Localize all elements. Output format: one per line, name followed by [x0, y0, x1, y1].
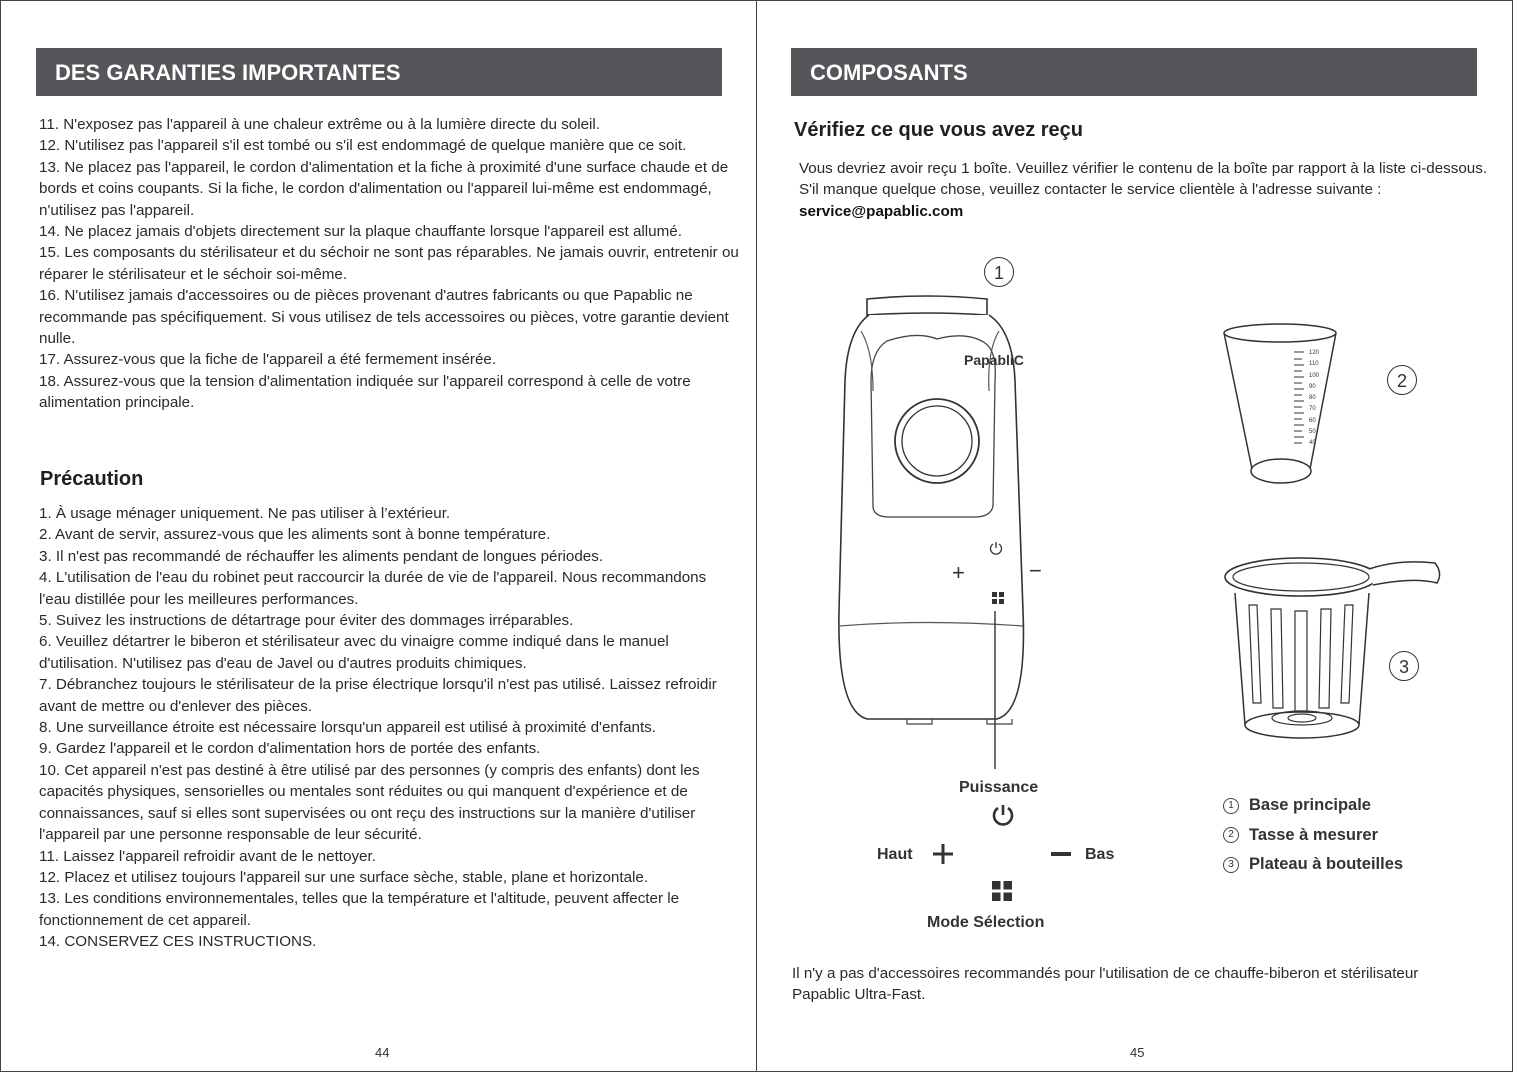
- legend-row: [1223, 850, 1403, 880]
- cup-scale-mark: 110: [1309, 361, 1319, 368]
- precaution-item: 8. Une surveillance étroite est nécessaire lorsqu'un appareil est utilisé à proximité d'enfants.: [39, 719, 656, 737]
- legend-number: 2: [1223, 827, 1239, 843]
- legend-row: [1223, 821, 1403, 851]
- down-label: Bas: [1085, 846, 1115, 863]
- safeguard-item: 13. Ne placez pas l'appareil, le cordon d'alimentation et la fiche à proximité d'une surface chaude et de bords et coins coupants. Si la fiche, le cordon d'alimentation ou l'appareil lui-même est endommagé, n'utilisez pas l'appareil.: [39, 158, 729, 219]
- support-email: service@papablic.com: [799, 202, 964, 220]
- intro-paragraph: [799, 158, 1489, 222]
- precaution-item: 11. Laissez l'appareil refroidir avant de le nettoyer.: [39, 847, 376, 865]
- cup-scale-mark: 80: [1309, 395, 1316, 402]
- legend-label: Tasse à mesurer: [1249, 825, 1379, 844]
- safeguard-item: 16. N'utilisez jamais d'accessoires ou de pièces provenant d'autres fabricants ou que Papablic ne recommande pas spécifiquement. Si vous utilisez de tels accessoires ou pièces, votre garantie devient nulle.: [39, 287, 729, 348]
- safeguard-item: 14. Ne placez jamais d'objets directement sur la plaque chauffante lorsque l'appareil est allumé.: [39, 223, 682, 241]
- up-label: Haut: [877, 846, 913, 863]
- cup-scale-mark: 50: [1309, 429, 1316, 436]
- measuring-cup-illustration: [1222, 319, 1342, 509]
- section-banner-safeguards: DES GARANTIES IMPORTANTES: [36, 48, 722, 96]
- cup-scale-mark: 60: [1309, 417, 1316, 424]
- safeguard-item: 18. Assurez-vous que la tension d'alimentation indiquée sur l'appareil correspond à celle de votre alimentation principale.: [39, 372, 691, 412]
- power-label: Puissance: [959, 779, 1039, 796]
- precaution-item: 9. Gardez l'appareil et le cordon d'alimentation hors de portée des enfants.: [39, 740, 541, 758]
- cup-scale-mark: 120: [1309, 350, 1320, 356]
- brand-logo: PapabliC: [964, 352, 1024, 368]
- precautions-list: [39, 503, 739, 953]
- power-icon: [989, 541, 1003, 555]
- precaution-item: 5. Suivez les instructions de détartrage pour éviter des dommages irréparables.: [39, 612, 574, 630]
- precaution-item: 14. CONSERVEZ CES INSTRUCTIONS.: [39, 933, 317, 951]
- precaution-title: Précaution: [40, 468, 144, 490]
- safeguard-item: 15. Les composants du stérilisateur et du séchoir ne sont pas réparables. Ne jamais ouvrir, entretenir ou réparer le stérilisateur et le séchoir soi-même.: [39, 244, 739, 283]
- cup-scale-mark: 40: [1309, 440, 1316, 447]
- parts-legend: [1223, 791, 1403, 880]
- minus-icon: −: [1029, 558, 1042, 583]
- cup-scale-mark: 70: [1309, 406, 1316, 413]
- precaution-item: 3. Il n'est pas recommandé de réchauffer les aliments pendant de longues périodes.: [39, 547, 604, 565]
- cup-scale-mark: 90: [1309, 383, 1316, 390]
- callout-3: 3: [1389, 651, 1419, 681]
- cup-scale: [1309, 348, 1319, 450]
- page-number: 45: [1130, 1045, 1145, 1060]
- legend-row: [1223, 791, 1403, 821]
- callout-1: 1: [984, 257, 1014, 287]
- section-banner-components: COMPOSANTS: [791, 48, 1477, 96]
- callout-2: 2: [1387, 365, 1417, 395]
- legend-label: Base principale: [1249, 796, 1371, 815]
- minus-icon: [1051, 851, 1071, 857]
- checklist-subtitle: Vérifiez ce que vous avez reçu: [794, 119, 1084, 141]
- legend-label: Plateau à bouteilles: [1249, 855, 1404, 874]
- safeguard-item: 17. Assurez-vous que la fiche de l'appareil a été fermement insérée.: [39, 351, 497, 369]
- legend-number: 1: [1223, 798, 1239, 814]
- mode-grid-icon: [992, 592, 1004, 604]
- precaution-item: 13. Les conditions environnementales, telles que la température et l'altitude, peuvent affecter le fonctionnement de cet appareil.: [39, 890, 680, 929]
- mode-label: Mode Sélection: [927, 914, 1045, 931]
- power-icon: [991, 803, 1015, 827]
- safeguard-item: 12. N'utilisez pas l'appareil s'il est tombé ou s'il est endommagé de quelque manière que ce soit.: [39, 137, 687, 155]
- precaution-item: 7. Débranchez toujours le stérilisateur de la prise électrique lorsqu'il n'est pas utilisé. Laissez refroidir avant de mettre ou d'enlever des pièces.: [39, 676, 717, 715]
- mode-grid-icon: [992, 881, 1012, 901]
- precaution-item: 4. L'utilisation de l'eau du robinet peut raccourcir la durée de vie de l'appareil. Nous recommandons l'eau distillée pour les meilleures performances.: [39, 569, 707, 608]
- safeguards-list: [39, 114, 739, 414]
- precaution-item: 10. Cet appareil n'est pas destiné à être utilisé par des personnes (y compris des enfants) dont les capacités physiques, sensorielles ou mentales sont réduites ou qui manquent d'expérience et de connaissances, sauf si elles sont supervisées ou ont reçu des instructions sur la manière d'utiliser l'appareil par une personne responsable de leur sécurité.: [39, 761, 700, 844]
- precaution-item: 12. Placez et utilisez toujours l'appareil sur une surface sèche, stable, plane et horizontale.: [39, 868, 649, 886]
- plus-icon: +: [952, 560, 965, 585]
- precaution-item: 6. Veuillez détartrer le biberon et stérilisateur avec du vinaigre comme indiqué dans le manuel d'utilisation. N'utilisez pas d'eau de Javel ou d'autres produits chimiques.: [39, 633, 669, 672]
- precaution-item: 2. Avant de servir, assurez-vous que les aliments sont à bonne température.: [39, 526, 551, 544]
- plus-icon: [933, 844, 953, 864]
- legend-number: 3: [1223, 857, 1239, 873]
- footer-note: Il n'y a pas d'accessoires recommandés pour l'utilisation de ce chauffe-biberon et stérilisateur Papablic Ultra-Fast.: [792, 965, 1419, 1004]
- cup-scale-mark: 100: [1309, 372, 1320, 379]
- intro-text: Vous devriez avoir reçu 1 boîte. Veuillez vérifier le contenu de la boîte par rapport à la liste ci-dessous. S'il manque quelque chose, veuillez contacter le service clientèle à l'adresse suivante :: [799, 160, 1488, 199]
- bottle-tray-illustration: [1223, 553, 1445, 743]
- page-number: 44: [375, 1045, 390, 1060]
- precaution-item: 1. À usage ménager uniquement. Ne pas utiliser à l’extérieur.: [39, 505, 451, 522]
- page-45: [756, 0, 1513, 1072]
- safeguard-item: 11. N'exposez pas l'appareil à une chaleur extrême ou à la lumière directe du soleil.: [39, 116, 601, 133]
